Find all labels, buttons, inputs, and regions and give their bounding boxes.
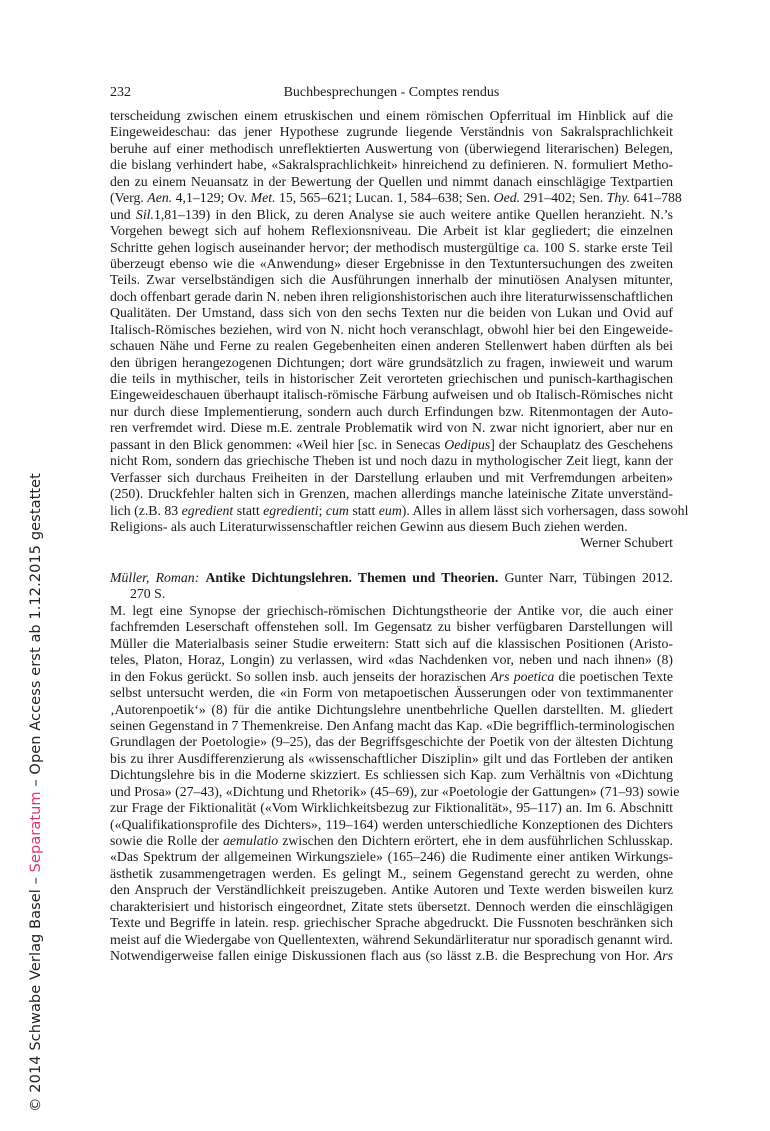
text-line xyxy=(110,882,673,898)
text-line xyxy=(110,669,673,685)
text-line xyxy=(110,502,689,519)
text-line xyxy=(110,322,673,338)
italic-run: cum xyxy=(325,502,349,518)
text-run: Teils. Zwar verselbständigen sich die Ausführungen innerhalb der minutiösen Analysen mitunter, xyxy=(110,272,673,288)
text-run: 4,1–129; Ov. xyxy=(172,190,251,206)
text-line xyxy=(110,437,673,453)
text-run: Italisch-Römisches beziehen, wird von N. nicht hoch veranschlagt, obwohl hier bei den Eingeweide- xyxy=(110,321,673,337)
text-line xyxy=(110,800,673,816)
text-line xyxy=(110,718,673,734)
text-line xyxy=(110,223,673,239)
reviewer-name: Werner Schubert xyxy=(580,535,673,551)
italic-run: Aen. xyxy=(147,190,173,206)
text-run: und xyxy=(110,206,136,222)
text-run: zur Frage der Fiktionalität («Vom Wirklichkeitsbezug zur Fiktionalität», 95–117) an. Im 6. Abschnitt xyxy=(110,800,673,816)
text-run: lich (z.B. 83 xyxy=(110,502,182,518)
text-run: ren verfremdet wird. Diese m.E. zentrale Problematik wird von N. zwar nicht ignoriert, aber nur en xyxy=(110,420,673,436)
text-run: charakterisiert und historisch eingeordnet, Zitate stets übersetzt. Dennoch werden die einschlägigen xyxy=(110,898,673,914)
text-line xyxy=(110,174,673,190)
review-2 xyxy=(110,570,680,965)
text-run: 15, 565–621; Lucan. 1, 584–638; Sen. xyxy=(275,190,494,206)
text-line xyxy=(110,256,673,272)
text-run: Müller die Materialbasis seiner Studie erweitern: Statt sich auf die klassischen Positionen (Aristo- xyxy=(110,635,673,651)
text-run: Grundlagen der Poetologie» (9–25), das der Begriffsgeschichte der Poetik von der ältesten Dichtung xyxy=(110,734,673,750)
text-run: Verfasser sich durchaus Freiheiten in der Darstellung erlauben und mit Verfremdungen arbeiten» xyxy=(110,469,673,485)
text-line xyxy=(110,207,673,223)
text-run: ] der Schauplatz des Geschehens xyxy=(490,436,673,452)
italic-run: Oedipus xyxy=(444,436,491,452)
text-line xyxy=(110,817,673,833)
text-line xyxy=(110,190,682,206)
text-run: doch offenbart gerade darin N. neben ihren religionshistorischen auch ihre literaturwissenschaftlichen xyxy=(110,288,673,304)
italic-run: Ars poetica xyxy=(490,668,555,684)
text-line xyxy=(110,453,673,469)
text-line xyxy=(110,767,673,783)
text-line xyxy=(110,305,673,321)
page-header xyxy=(110,85,673,103)
open-access-text: – Open Access erst ab 1.12.2015 gestattet xyxy=(28,473,44,792)
citation-pages: 270 S. xyxy=(130,586,166,602)
text-line xyxy=(110,636,673,652)
text-line xyxy=(110,519,673,535)
page-number: 232 xyxy=(110,85,131,100)
text-line xyxy=(110,240,673,256)
text-run: selbst untersucht werden, die «in Form von metapoetischen Äusserungen oder von textimmanenter xyxy=(110,685,673,701)
text-run: zwischen den Dichtern erörtert, ehe in dem ausführlichen Schlusskap. xyxy=(278,833,673,848)
separatum-label: Separatum xyxy=(28,791,44,873)
copyright-text: © 2014 Schwabe Verlag Basel – xyxy=(28,872,44,1112)
citation-publisher: Gunter Narr, Tübingen 2012. xyxy=(504,570,674,585)
text-run: die teils in mythischer, teils in historischer Zeit verorteten griechischen und punisch-karthagischen xyxy=(110,371,673,386)
text-run: nicht Rom, sondern das griechische Theben ist und noch dazu in mythologischer Zeit liegt, kann der xyxy=(110,453,673,469)
text-run: Schritte gehen logisch auseinander hervor; der methodisch mustergültige ca. 100 S. starke erste Teil xyxy=(110,239,673,255)
citation-line xyxy=(110,570,673,586)
text-line xyxy=(110,108,673,124)
text-run: 1,81–139) in den Blick, zu deren Analyse sie auch weitere antike Quellen heranzieht. N.’s xyxy=(153,206,673,222)
text-line xyxy=(110,899,673,915)
running-title: Buchbesprechungen - Comptes rendus xyxy=(283,85,500,100)
text-run: ). Alles in allem lässt sich vorhersagen, dass sowohl xyxy=(401,502,689,518)
text-line xyxy=(110,783,680,800)
italic-run: Ars xyxy=(653,948,673,964)
italic-run: Oed. xyxy=(493,190,521,206)
text-run: («Qualifikationsprofile des Dichters», 119–164) werden unterschiedliche Konzeptionen des Dichters xyxy=(110,816,673,832)
text-line xyxy=(110,702,673,718)
text-run: in den Fokus gerückt. So sollen insb. auch jenseits der horazischen xyxy=(110,668,491,684)
italic-run: eum xyxy=(378,502,402,518)
text-run: meist auf die Wiedergabe von Quellentexten, während Sekundärliteratur nur sporadisch genannt wird. xyxy=(110,931,673,947)
text-run: den zu einem Neuansatz in der Bewertung der Quellen und nimmt danach einschlägige Textpartien xyxy=(110,173,673,189)
text-line xyxy=(110,124,673,140)
text-line xyxy=(110,470,673,486)
review-1-body xyxy=(110,108,689,535)
text-run: die bislang verhindert habe, «Sakralsprachlichkeit» hinreichend zu definieren. N. formuliert Metho- xyxy=(110,157,673,173)
text-line xyxy=(110,948,673,964)
text-line xyxy=(110,932,673,948)
text-run: Eingeweideschau: das jener Hypothese zugrunde liegende Verständnis von Sakralsprachlichkeit xyxy=(110,124,673,140)
text-run: Texte und Begriffe in latein. resp. griechischer Sprache abgedruckt. Die Fussnoten beschränken sich xyxy=(110,915,673,931)
citation-author: Müller, Roman: xyxy=(110,570,200,585)
text-run: ‚Autorenpoetik‘» (8) für die antike Dichtungslehre unentbehrliche Quellen darstellten. M. gliedert xyxy=(110,701,673,717)
text-run: Eingeweideschauen überhaupt italisch-römische Färbung aufweisen und ob Italisch-Römisches nicht xyxy=(110,387,673,403)
text-line xyxy=(110,849,673,865)
text-line xyxy=(110,866,673,882)
text-run: den Anspruch der Verständlichkeit preiszugeben. Antike Autoren und Texte werden bisweilen kurz xyxy=(110,882,673,898)
text-line xyxy=(110,355,673,371)
text-line xyxy=(110,685,673,701)
text-line xyxy=(110,652,673,668)
text-line xyxy=(110,272,673,288)
text-run: bis zu ihrer Ausdifferenzierung als «wissenschaftlicher Disziplin» gilt und das Fortleben der antiken xyxy=(110,750,673,766)
text-run: statt xyxy=(233,502,264,518)
text-run: überzeugt ebenso wie die «Anwendung» dieser Ergebnisse in den Textuntersuchungen des zweiten xyxy=(110,255,673,271)
text-run: Notwendigerweise fallen einige Diskussionen flach aus (so lässt z.B. die Besprechung von Hor. xyxy=(110,948,654,964)
text-line xyxy=(110,404,673,420)
italic-run: aemulatio xyxy=(223,833,279,848)
text-run: statt xyxy=(348,502,379,518)
text-run: Religions- als auch Literaturwissenschaftler reichen Gewinn aus diesem Buch ziehen werden. xyxy=(110,518,628,534)
text-run: teles, Platon, Horaz, Longin) zu verlassen, wird «das Nachdenken vor, neben und nach ihnen» (8) xyxy=(110,652,673,668)
text-run: 291–402; Sen. xyxy=(520,190,607,206)
text-line xyxy=(110,751,673,767)
text-run: den übrigen herangezogenen Dichtungen; dort wäre grundsätzlich zu fragen, inwieweit und warum xyxy=(110,354,673,370)
text-run: fachfremden Leserschaft offenstehen soll. Im Gegensatz zu bisher verfügbaren Darstellungen will xyxy=(110,619,673,635)
text-line xyxy=(110,420,673,436)
text-run: nur durch diese Implementierung, sondern auch durch Erfindungen bzw. Ritenmontagen der Auto- xyxy=(110,403,673,419)
text-line xyxy=(110,833,673,849)
text-line xyxy=(110,141,673,157)
italic-run: Sil. xyxy=(135,206,154,222)
text-run: (Verg. xyxy=(110,190,148,206)
text-line xyxy=(110,619,673,635)
text-run: die poetischen Texte xyxy=(554,668,673,684)
text-line xyxy=(110,371,673,387)
text-run: Vorgehen bewegt sich auf hohem Reflexionsniveau. Die Arbeit ist klar gegliedert; die einzelnen xyxy=(110,223,673,239)
text-line xyxy=(110,387,673,403)
text-run: M. legt eine Synopse der griechisch-römischen Dichtungstheorie der Antike vor, die auch einer xyxy=(110,602,673,618)
text-run: ; xyxy=(318,502,326,518)
text-run: (250). Druckfehler halten sich in Grenzen, machen allerdings manche lateinische Zitate unverständ- xyxy=(110,486,673,502)
text-run: seinen Gegenstand in 7 Themenkreise. Den Anfang macht das Kap. «Die begrifflich-terminologischen xyxy=(110,717,675,733)
text-line xyxy=(110,486,673,502)
italic-run: Thy. xyxy=(606,190,631,206)
review-1 xyxy=(110,108,689,552)
italic-run: egredienti xyxy=(263,502,319,518)
text-line xyxy=(110,289,673,305)
text-run: und Prosa» (27–43), «Dichtung und Rhetorik» (45–69), zur «Poetologie der Gattungen» (71–93) sowie xyxy=(110,783,680,799)
text-run: Qualitäten. Der Umstand, dass sich von den sechs Texten nur die beiden von Lukan und Ovid auf xyxy=(110,305,673,321)
italic-run: egredient xyxy=(181,502,234,518)
text-run: 641–788 xyxy=(630,190,682,206)
review-2-body xyxy=(110,602,680,965)
text-run: terscheidung zwischen einem etruskischen und einem römischen Opferritual im Hinblick auf die xyxy=(110,108,673,123)
copyright-notice xyxy=(28,473,44,1112)
italic-run: Met. xyxy=(250,190,276,206)
text-run: Dichtungslehre bis in die Moderne skizziert. Es schliessen sich Kap. zum Verhältnis von «Dichtung xyxy=(110,767,673,783)
text-run: schauen Nähe und Ferne zu realen Gegebenheiten einen anderen Stellenwert haben dürften als bei xyxy=(110,338,673,354)
text-line xyxy=(110,338,673,354)
text-line xyxy=(110,157,673,173)
text-line xyxy=(110,915,673,931)
text-run: passant in den Blick genommen: «Weil hier [sc. in Senecas xyxy=(110,436,445,452)
citation-title: Antike Dichtungslehren. Themen und Theorien. xyxy=(205,570,499,585)
text-run: «Das Spektrum der allgemeinen Wirkungsziele» (165–246) die Rudimente einer antiken Wirkungs- xyxy=(110,849,673,865)
text-run: ästhetik zusammengetragen werden. Es gelingt M., seinem Gegenstand gerecht zu werden, ohne xyxy=(110,865,673,881)
text-line xyxy=(110,603,673,619)
text-line xyxy=(110,734,673,750)
text-run: sowie die Rolle der xyxy=(110,833,223,848)
text-run: beruhe auf einer methodisch unreflektierten Auswertung von (überwiegend literarischen) Belegen, xyxy=(110,140,673,156)
